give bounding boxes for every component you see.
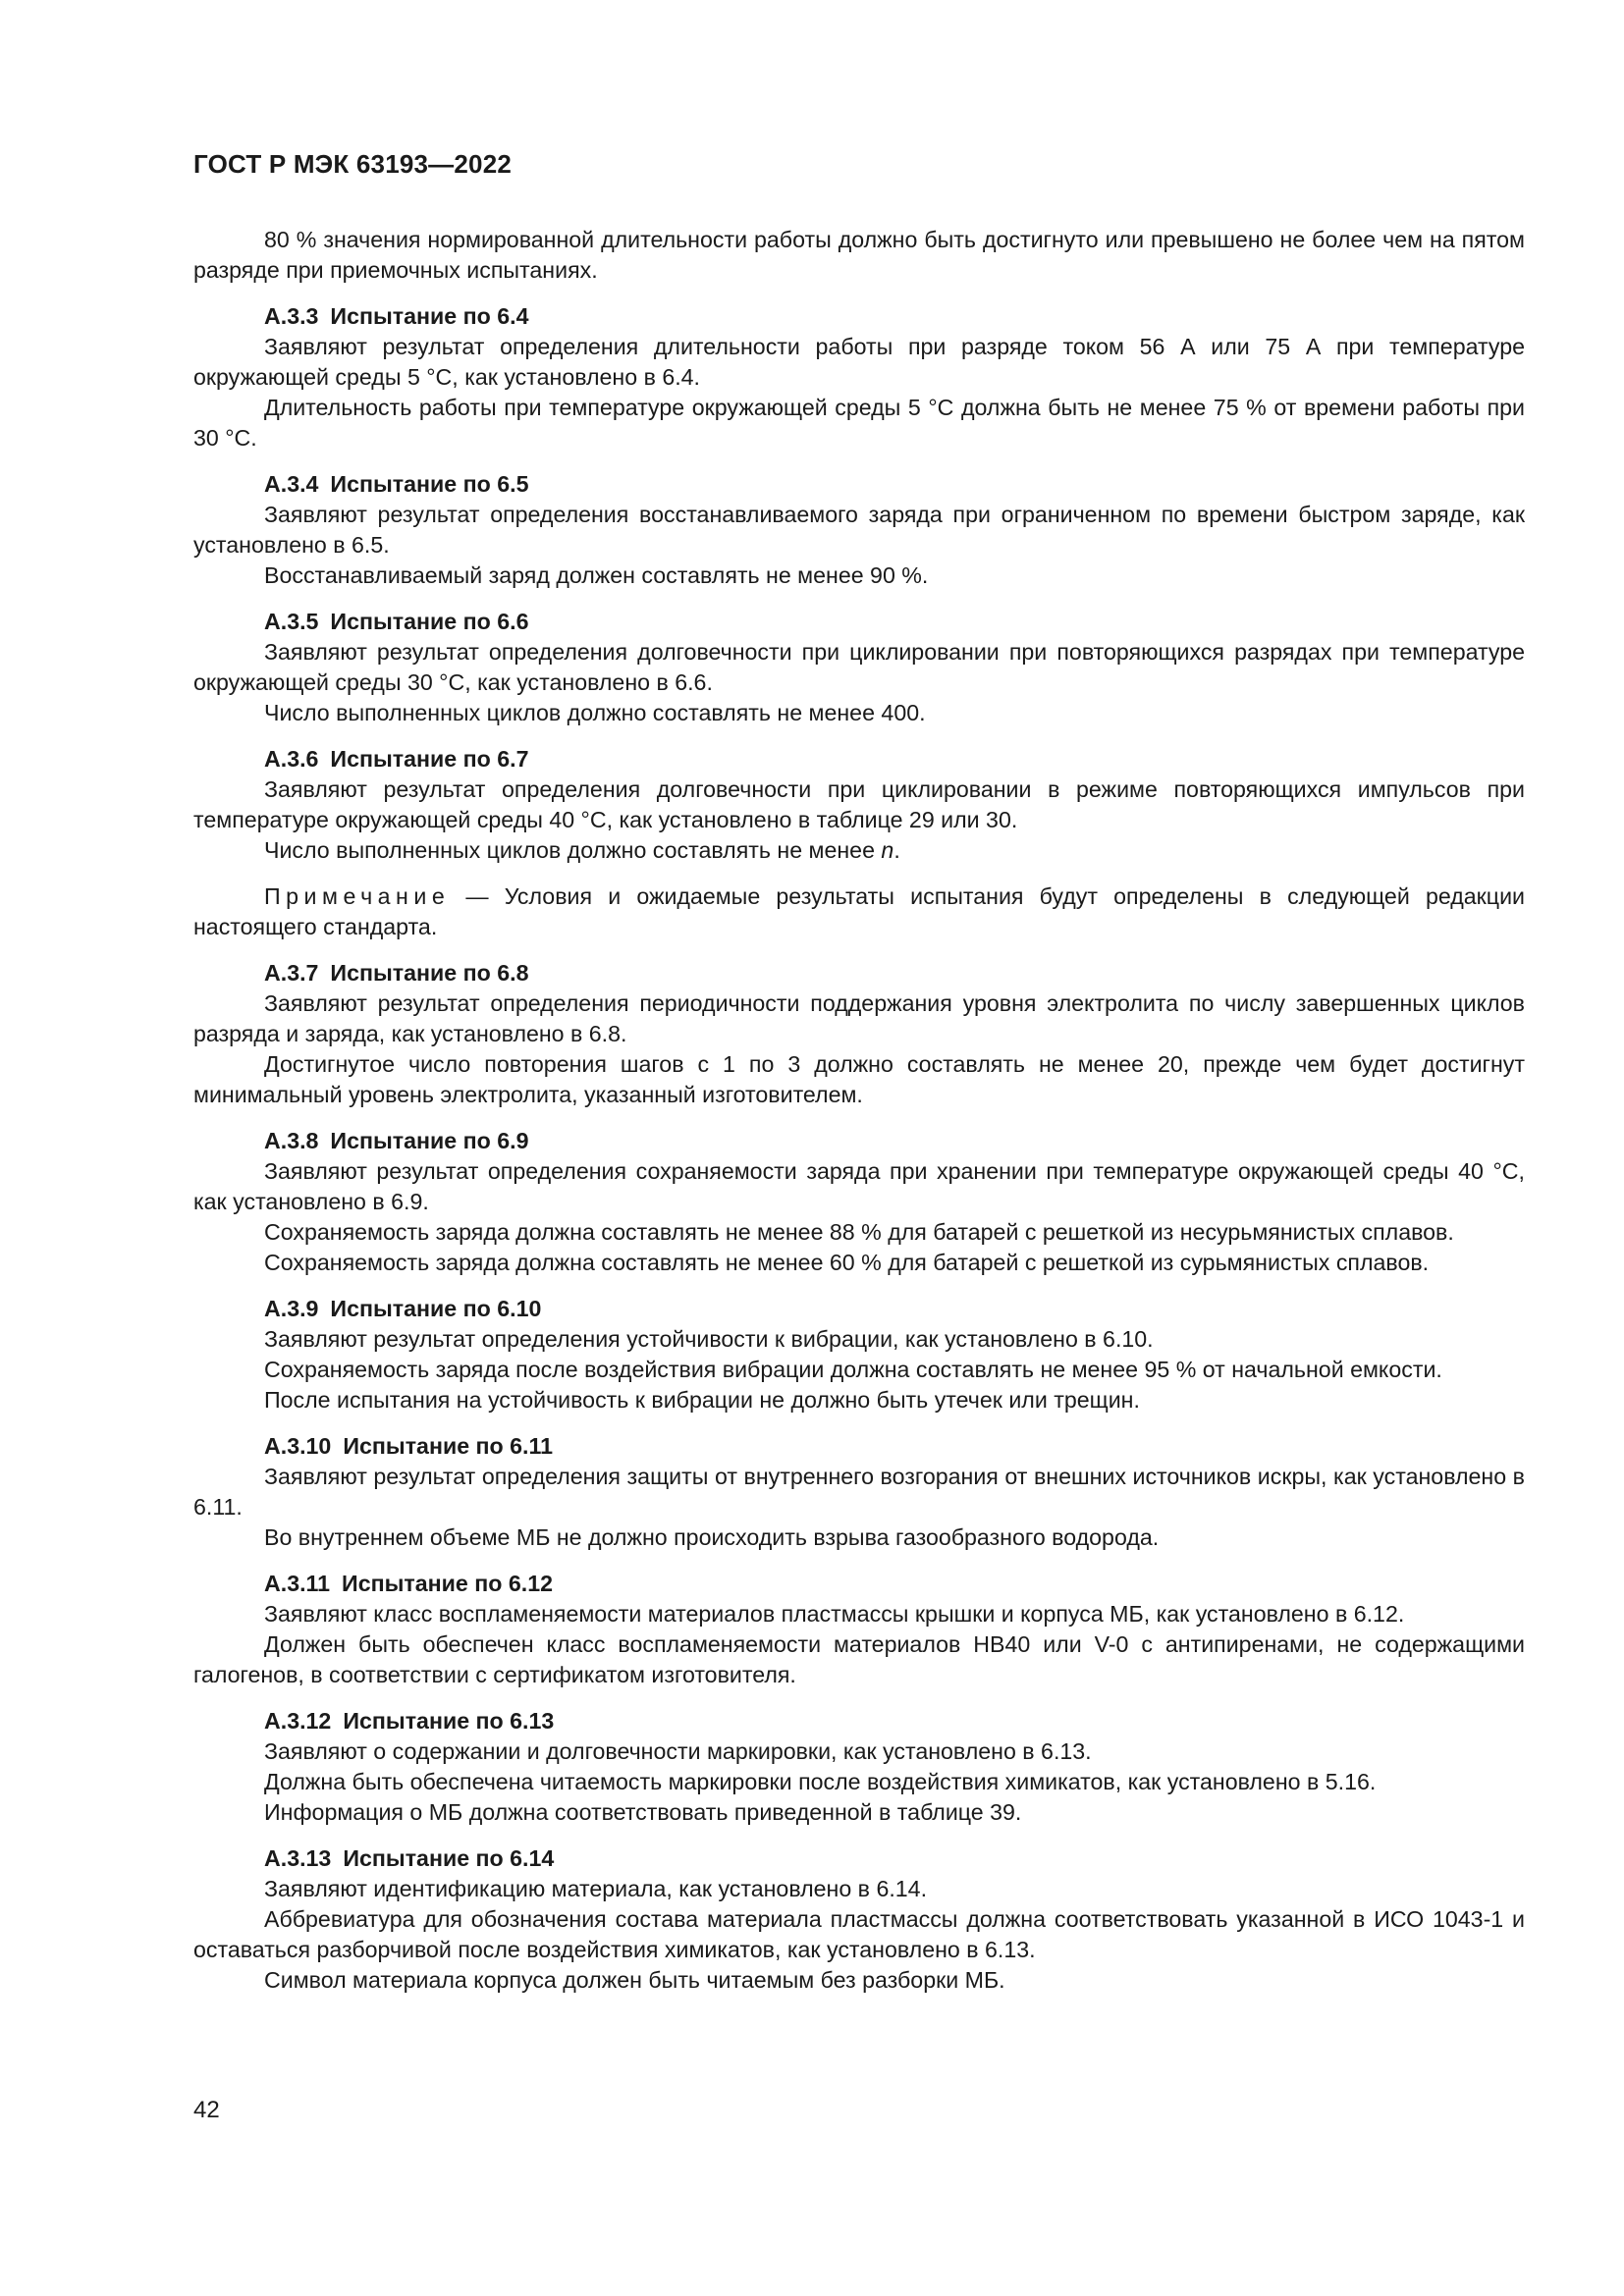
paragraph: Заявляют результат определения периодичности поддержания уровня электролита по числу завершенных циклов разряда и заряда, как установлено в 6.8.: [193, 990, 1525, 1046]
section-heading: А.3.12 Испытание по 6.13: [264, 1708, 555, 1734]
paragraph: Заявляют результат определения устойчивости к вибрации, как установлено в 6.10.: [264, 1326, 1154, 1352]
note-paragraph: Примечание — Условия и ожидаемые результаты испытания будут определены в следующей редакции настоящего стандарта.: [193, 883, 1525, 939]
paragraph: Должна быть обеспечена читаемость маркировки после воздействия химикатов, как установлено в 5.16.: [264, 1769, 1377, 1794]
paragraph: Число выполненных циклов должно составлять не менее 400.: [264, 700, 926, 725]
section-heading: А.3.8 Испытание по 6.9: [264, 1128, 529, 1153]
paragraph: Число выполненных циклов должно составлять не менее n.: [264, 837, 900, 863]
section-a-3-4: [193, 469, 1525, 591]
paragraph: Заявляют результат определения долговечности при циклировании в режиме повторяющихся импульсов при температуре окружающей среды 40 °С, как установлено в таблице 29 или 30.: [193, 776, 1525, 832]
section-a-3-5: [193, 607, 1525, 728]
paragraph: После испытания на устойчивость к вибрации не должно быть утечек или трещин.: [264, 1387, 1140, 1413]
paragraph: Заявляют результат определения длительности работы при разряде током 56 А или 75 А при температуре окружающей среды 5 °С, как установлено в 6.4.: [193, 334, 1525, 390]
paragraph: Заявляют идентификацию материала, как установлено в 6.14.: [264, 1876, 928, 1901]
note-label: Примечание: [264, 883, 451, 909]
section-heading: А.3.7 Испытание по 6.8: [264, 960, 529, 986]
paragraph: Сохраняемость заряда должна составлять не менее 88 % для батарей с решеткой из несурьмянистых сплавов.: [264, 1219, 1454, 1245]
page-number: 42: [193, 2097, 220, 2123]
section-heading: А.3.4 Испытание по 6.5: [264, 471, 529, 497]
paragraph: Информация о МБ должна соответствовать приведенной в таблице 39.: [264, 1799, 1022, 1825]
variable-n: n: [881, 837, 894, 863]
paragraph: Заявляют результат определения долговечности при циклировании при повторяющихся разрядах при температуре окружающей среды 30 °С, как установлено в 6.6.: [193, 639, 1525, 695]
paragraph: Заявляют класс воспламеняемости материалов пластмассы крышки и корпуса МБ, как установлено в 6.12.: [264, 1601, 1405, 1627]
section-heading: А.3.11 Испытание по 6.12: [264, 1571, 554, 1596]
paragraph: Должен быть обеспечен класс воспламеняемости материалов НВ40 или V-0 с антипиренами, не содержащими галогенов, в соответствии с сертификатом изготовителя.: [193, 1631, 1525, 1687]
section-heading: А.3.3 Испытание по 6.4: [264, 303, 529, 329]
section-a-3-12: [193, 1706, 1525, 1828]
paragraph: Сохраняемость заряда должна составлять не менее 60 % для батарей с решеткой из сурьмянистых сплавов.: [264, 1250, 1430, 1275]
section-a-3-10: [193, 1431, 1525, 1553]
section-a-3-3: [193, 301, 1525, 454]
section-heading: А.3.5 Испытание по 6.6: [264, 609, 529, 634]
paragraph: Заявляют результат определения защиты от внутреннего возгорания от внешних источников искры, как установлено в 6.11.: [193, 1464, 1525, 1520]
document-body: [193, 225, 1525, 1996]
section-a-3-7: [193, 958, 1525, 1110]
paragraph: Длительность работы при температуре окружающей среды 5 °С должна быть не менее 75 % от времени работы при 30 °С.: [193, 395, 1525, 451]
section-heading: А.3.10 Испытание по 6.11: [264, 1433, 554, 1459]
paragraph: Восстанавливаемый заряд должен составлять не менее 90 %.: [264, 562, 929, 588]
paragraph: Аббревиатура для обозначения состава материала пластмассы должна соответствовать указанной в ИСО 1043-1 и оставаться разборчивой после воздействия химикатов, как установлено в 6.13.: [193, 1906, 1525, 1962]
section-heading: А.3.6 Испытание по 6.7: [264, 746, 529, 772]
section-a-3-8: [193, 1126, 1525, 1278]
section-a-3-9: [193, 1294, 1525, 1415]
section-a-3-6: [193, 744, 1525, 942]
section-heading: А.3.13 Испытание по 6.14: [264, 1845, 555, 1871]
paragraph: Сохраняемость заряда после воздействия вибрации должна составлять не менее 95 % от начальной емкости.: [264, 1357, 1442, 1382]
paragraph: Во внутреннем объеме МБ не должно происходить взрыва газообразного водорода.: [264, 1524, 1160, 1550]
paragraph: Достигнутое число повторения шагов с 1 по 3 должно составлять не менее 20, прежде чем будет достигнут минимальный уровень электролита, указанный изготовителем.: [193, 1051, 1525, 1107]
paragraph: Заявляют результат определения восстанавливаемого заряда при ограниченном по времени быстром заряде, как установлено в 6.5.: [193, 502, 1525, 558]
paragraph: Заявляют результат определения сохраняемости заряда при хранении при температуре окружающей среды 40 °С, как установлено в 6.9.: [193, 1158, 1525, 1214]
section-heading: А.3.9 Испытание по 6.10: [264, 1296, 542, 1321]
document-header: ГОСТ Р МЭК 63193—2022: [193, 149, 513, 179]
section-a-3-13: [193, 1843, 1525, 1996]
paragraph: Заявляют о содержании и долговечности маркировки, как установлено в 6.13.: [264, 1738, 1092, 1764]
section-a-3-11: [193, 1569, 1525, 1690]
intro-paragraph: 80 % значения нормированной длительности работы должно быть достигнуто или превышено не более чем на пятом разряде при приемочных испытаниях.: [193, 227, 1525, 283]
paragraph: Символ материала корпуса должен быть читаемым без разборки МБ.: [264, 1967, 1005, 1993]
